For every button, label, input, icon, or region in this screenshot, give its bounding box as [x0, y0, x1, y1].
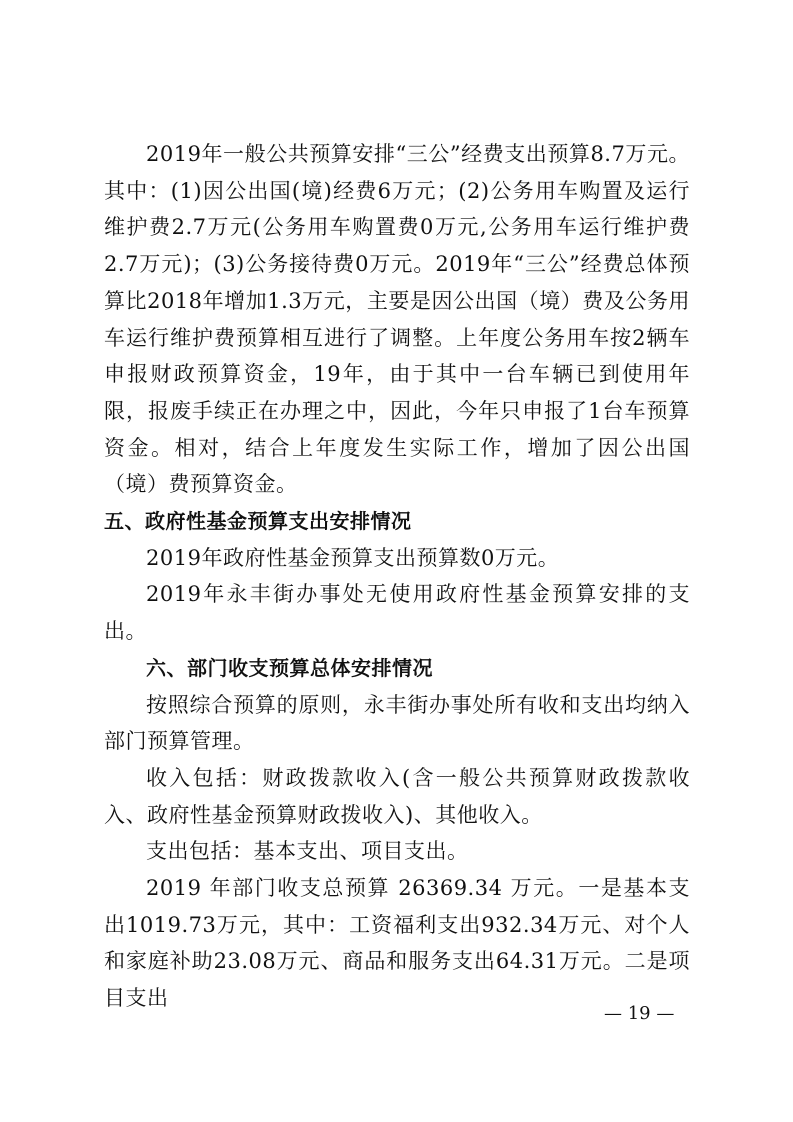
paragraph-total-budget: 2019 年部门收支总预算 26369.34 万元。一是基本支出1019.73万元，其中：工资福利支出932.34万元、对个人和家庭补助23.08万元、商品和服务支出64.31万元。二是项目支出 — [104, 876, 690, 1011]
paragraph-fund-budget-amount: 2019年政府性基金预算支出预算数0万元。 — [146, 545, 560, 570]
paragraph-comprehensive-budget: 按照综合预算的原则，永丰街办事处所有收和支出均纳入部门预算管理。 — [104, 692, 690, 754]
section-heading-5: 五、政府性基金预算支出安排情况 — [104, 509, 412, 534]
page-number: — 19 — — [604, 1003, 675, 1024]
paragraph-fund-budget-none: 2019年永丰街办事处无使用政府性基金预算安排的支出。 — [104, 582, 690, 644]
paragraph-expense-includes: 支出包括：基本支出、项目支出。 — [146, 839, 469, 864]
paragraph-income-includes: 收入包括：财政拨款收入(含一般公共预算财政拨款收入、政府性基金预算财政拨收入)、其他收入。 — [104, 765, 690, 827]
paragraph-three-public-expenses: 2019年一般公共预算安排“三公”经费支出预算8.7万元。其中：(1)因公出国(境)经费6万元；(2)公务用车购置及运行维护费2.7万元(公务用车购置费0万元,公务用车运行维护费2.7万元)；(3)公务接待费0万元。2019年“三公”经费总体预算比2018年增加1.3万元，主要是因公出国（境）费及公务用车运行维护费预算相互进行了调整。上年度公务用车按2辆车申报财政预算资金，19年，由于其中一台车辆已到使用年限，报废手续正在办理之中，因此，今年只申报了1台车预算资金。相对，结合上年度发生实际工作，增加了因公出国（境）费预算资金。 — [104, 142, 690, 497]
section-heading-6: 六、部门收支预算总体安排情况 — [146, 655, 433, 680]
document-page — [104, 136, 690, 1017]
